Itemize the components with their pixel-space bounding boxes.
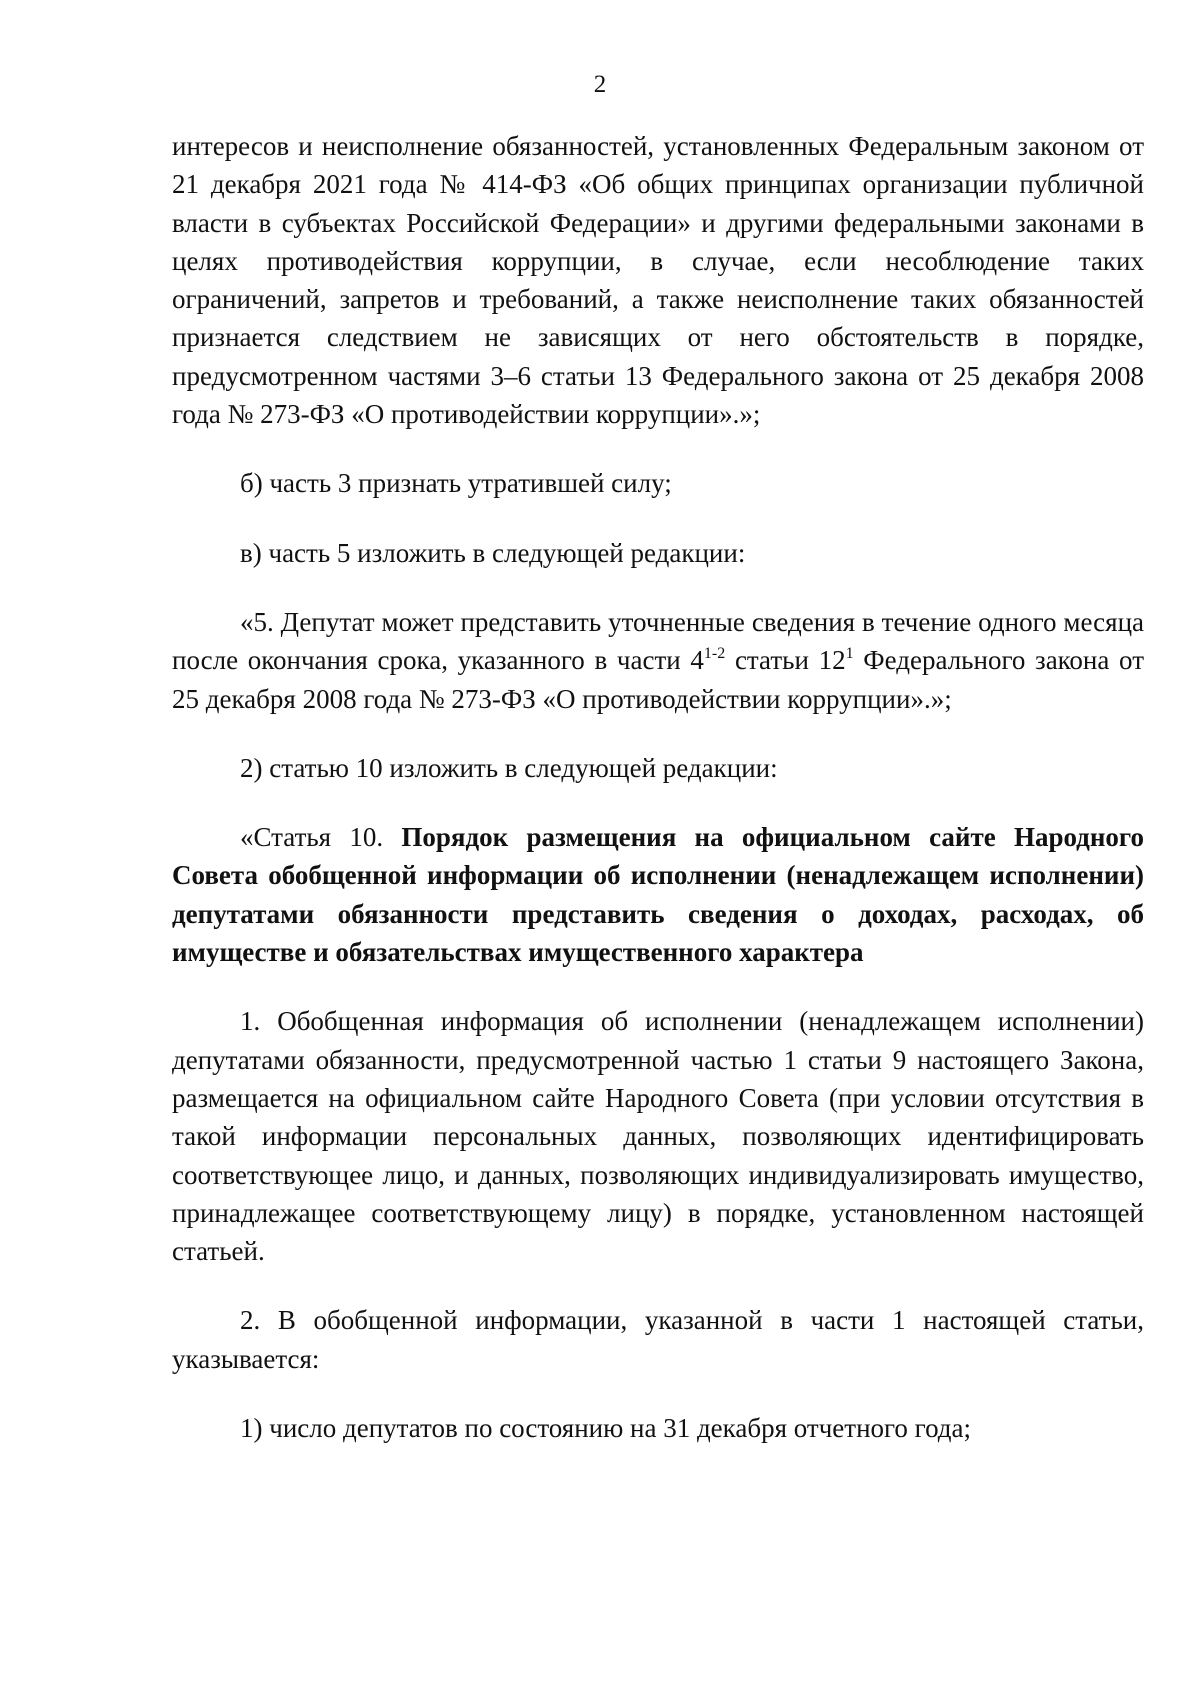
paragraph-subitem-1: 1) число депутатов по состоянию на 31 декабря отчетного года; (240, 1413, 972, 1444)
part-5-text-3: Федерального закона от 25 декабря 2008 года № 273-ФЗ «О противодействии коррупции».»; (172, 645, 1145, 714)
paragraph-item-v: в) часть 5 изложить в следующей редакции: (240, 537, 746, 568)
superscript-1-2: 1-2 (703, 645, 726, 663)
paragraph-article-10-part-2: 2. В обобщенной информации, указанной в части 1 настоящей статьи, указывается: (172, 1305, 1144, 1374)
document-body (172, 127, 1144, 1447)
article-10-title: Порядок размещения на официальном сайте Народного Совета обобщенной информации об исполнении (ненадлежащем исполнении) депутатами обязанности представить сведения о доходах, расходах, об имуществе и обязательствах имущественного характера (172, 822, 1144, 968)
paragraph-item-2: 2) статью 10 изложить в следующей редакции: (240, 752, 778, 783)
paragraph-article-10-part-1: 1. Обобщенная информация об исполнении (ненадлежащем исполнении) депутатами обязанности, предусмотренной частью 1 статьи 9 настоящего Закона, размещается на официальном сайте Народного Совета (при условии отсутствия в такой информации персональных данных, позволяющих идентифицировать соответствующее лицо, и данных, позволяющих индивидуализировать имущество, принадлежащее соответствующему лицу) в порядке, установленном настоящей статьей. (172, 1006, 1144, 1267)
superscript-1: 1 (845, 645, 854, 663)
article-10-prefix: «Статья 10. (240, 822, 402, 853)
paragraph-part-5 (172, 603, 1144, 718)
part-5-text-2: статьи 12 (725, 645, 846, 676)
page-number: 2 (593, 71, 607, 98)
paragraph-item-b: б) часть 3 признать утратившей силу; (240, 468, 672, 499)
paragraph-continuation: интересов и неисполнение обязанностей, установленных Федеральным законом от 21 декабря 2021 года № 414-ФЗ «Об общих принципах организации публичной власти в субъектах Российской Федерации» и другими федеральными законами в целях противодействия коррупции, в случае, если несоблюдение таких ограничений, запретов и требований, а также неисполнение таких обязанностей признается следствием не зависящих от него обстоятельств в порядке, предусмотренном частями 3–6 статьи 13 Федерального закона от 25 декабря 2008 года № 273-ФЗ «О противодействии коррупции».»; (172, 131, 1144, 430)
article-10-heading (172, 818, 1144, 971)
part-5-text-1: «5. Депутат может представить уточненные сведения в течение одного месяца после окончания срока, указанного в части 4 (172, 606, 1144, 676)
